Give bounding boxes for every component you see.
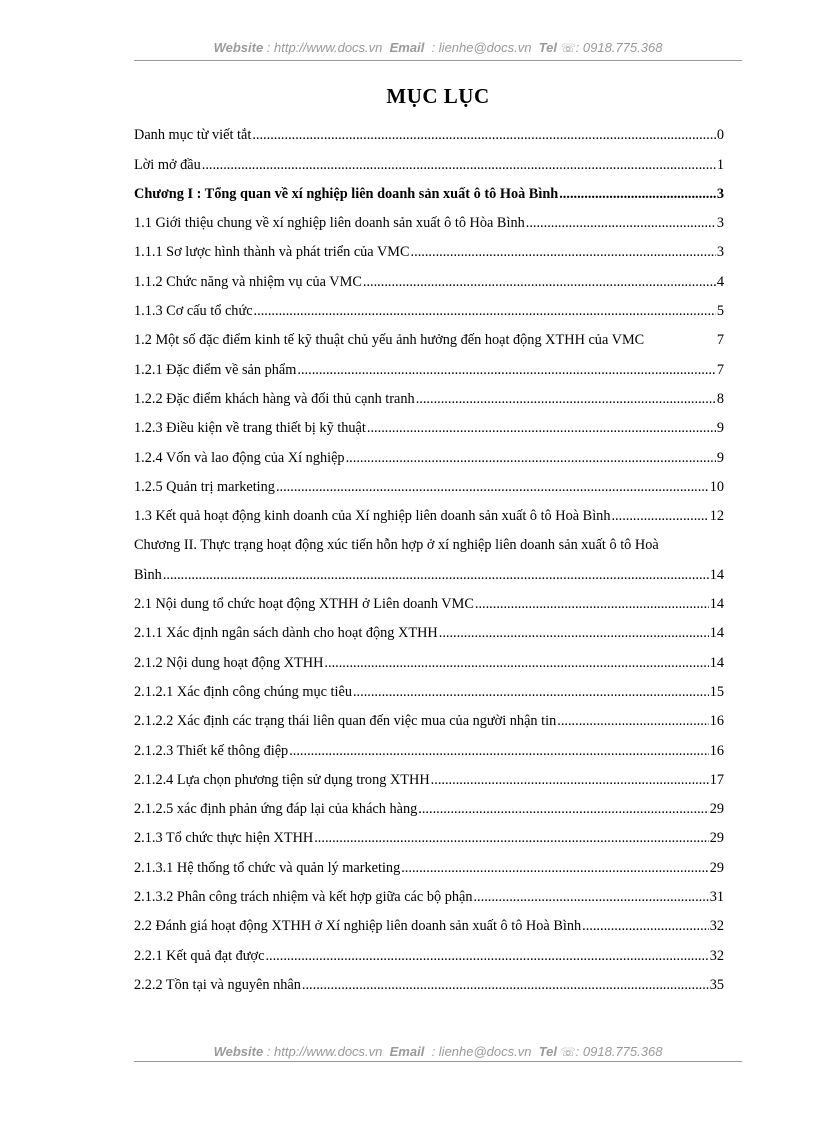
toc-entry-text: 2.1 Nội dung tổ chức hoạt động XTHH ở Liên doanh VMC	[134, 596, 474, 613]
toc-entry	[134, 906, 724, 935]
toc-entry	[134, 232, 724, 261]
toc-page-number: 16	[709, 742, 724, 759]
toc-entry	[134, 291, 724, 320]
toc-leader-dots	[353, 684, 709, 701]
toc-entry	[134, 496, 724, 525]
toc-leader-dots	[302, 977, 709, 994]
toc-entry-text: 2.1.2.1 Xác định công chúng mục tiêu	[134, 683, 352, 700]
toc-entry-text: 1.2.5 Quản trị marketing	[134, 478, 275, 495]
header-website: : http://www.docs.vn	[266, 40, 383, 55]
toc-entry	[134, 935, 724, 964]
footer-website: : http://www.docs.vn	[266, 1044, 383, 1059]
toc-page-number: 32	[709, 918, 724, 935]
toc-page-number: 3	[716, 244, 724, 261]
toc-leader-dots	[418, 801, 708, 818]
toc-page-number: 4	[716, 273, 724, 290]
toc-leader-dots	[431, 772, 709, 789]
header-email: : lienhe@docs.vn	[431, 40, 532, 55]
toc-page-number: 14	[709, 566, 724, 583]
header-tel: : 0918.775.368	[575, 40, 663, 55]
toc-entry-text: Bình	[134, 566, 162, 583]
toc-entry-text: 2.1.2.3 Thiết kế thông điệp	[134, 742, 289, 759]
toc-page-number: 8	[716, 390, 724, 407]
toc-leader-dots	[416, 391, 716, 408]
toc-entry	[134, 965, 724, 994]
toc-page-number: 3	[716, 185, 724, 202]
toc-entry-text: 2.1.3 Tổ chức thực hiện XTHH	[134, 830, 314, 847]
toc-entry-text: 1.1.2 Chức năng và nhiệm vụ của VMC	[134, 273, 362, 290]
header-email-label: Email	[389, 40, 425, 55]
toc-entry-text: 2.1.1 Xác định ngân sách dành cho hoạt động XTHH	[134, 625, 438, 642]
toc-entry	[134, 642, 724, 671]
footer-email-label: Email	[389, 1044, 425, 1059]
toc-entry-text: 1.1 Giới thiệu chung về xí nghiệp liên doanh sản xuất ô tô Hòa Bình	[134, 215, 525, 232]
toc-entry-text: 1.3 Kết quả hoạt động kinh doanh của Xí nghiệp liên doanh sản xuất ô tô Hoà Bình	[134, 508, 611, 525]
toc-entry-text: 2.2 Đánh giá hoạt động XTHH ở Xí nghiệp liên doanh sản xuất ô tô Hoà Bình	[134, 918, 582, 935]
toc-entry-text: 2.1.2 Nội dung hoạt động XTHH	[134, 654, 324, 671]
toc-entry-text: 2.1.2.4 Lựa chọn phương tiện sử dụng trong XTHH	[134, 771, 430, 788]
toc-entry	[134, 115, 724, 144]
toc-page-number: 1	[716, 156, 724, 173]
toc-page-number: 14	[709, 625, 724, 642]
toc-leader-dots	[254, 303, 716, 320]
toc-page-number: 31	[709, 889, 724, 906]
toc-page-number: 14	[709, 654, 724, 671]
toc-page-number: 29	[709, 801, 724, 818]
toc-leader-dots	[252, 127, 716, 144]
page-footer	[134, 1044, 742, 1059]
toc-page-number: 14	[709, 596, 724, 613]
toc-page-number: 29	[709, 830, 724, 847]
toc-entry	[134, 203, 724, 232]
toc-page-number: 12	[709, 508, 724, 525]
toc-entry	[134, 760, 724, 789]
footer-tel: : 0918.775.368	[575, 1044, 663, 1059]
page-header	[134, 40, 742, 55]
page-title: MỤC LỤC	[386, 84, 490, 108]
header-tel-label: Tel	[538, 40, 558, 55]
toc-leader-dots	[475, 596, 709, 613]
header-rule	[134, 60, 742, 61]
toc-entry-text: 1.2.3 Điều kiện về trang thiết bị kỹ thuật	[134, 420, 366, 437]
toc-leader-dots	[276, 479, 709, 496]
toc-entry	[134, 437, 724, 466]
phone-icon: ☏	[560, 41, 576, 55]
toc-entry	[134, 701, 724, 730]
toc-page-number: 29	[709, 859, 724, 876]
toc-entry	[134, 261, 724, 290]
toc-leader-dots	[346, 450, 716, 467]
toc-page-number: 0	[716, 127, 724, 144]
toc-leader-dots	[324, 655, 708, 672]
toc-entry	[134, 525, 724, 554]
toc-page-number: 3	[716, 215, 724, 232]
toc-entry-text: 2.2.2 Tồn tại và nguyên nhân	[134, 976, 301, 993]
toc-entry	[134, 730, 724, 759]
toc-page-number: 32	[709, 947, 724, 964]
toc-leader-dots	[559, 186, 716, 203]
toc-leader-dots	[611, 508, 708, 525]
toc-entry-text: 2.1.3.1 Hệ thống tổ chức và quản lý marketing	[134, 859, 401, 876]
toc-leader-dots	[163, 567, 709, 584]
toc-entry	[134, 408, 724, 437]
toc-entry	[134, 320, 724, 349]
toc-entry	[134, 554, 724, 583]
toc-leader-dots	[265, 948, 708, 965]
toc-leader-dots	[289, 743, 709, 760]
toc-page-number: 9	[716, 449, 724, 466]
toc-page-number: 5	[716, 303, 724, 320]
toc-entry	[134, 144, 724, 173]
toc-page-number: 10	[709, 478, 724, 495]
toc-leader-dots	[473, 889, 708, 906]
header-website-label: Website	[213, 40, 264, 55]
toc-entry-text: 1.2.1 Đặc điểm về sản phẩm	[134, 361, 297, 378]
toc-leader-dots	[557, 713, 708, 730]
toc-entry	[134, 847, 724, 876]
toc-entry	[134, 379, 724, 408]
table-of-contents	[134, 115, 724, 994]
toc-page-number: 7	[716, 361, 724, 378]
toc-entry-text: Danh mục từ viết tắt	[134, 127, 252, 144]
toc-entry-text: 2.2.1 Kết quả đạt được	[134, 947, 265, 964]
toc-entry	[134, 613, 724, 642]
toc-page-number: 35	[709, 976, 724, 993]
toc-entry-text: 1.2.4 Vốn và lao động của Xí nghiệp	[134, 449, 345, 466]
toc-leader-dots	[401, 860, 708, 877]
toc-leader-dots	[526, 215, 716, 232]
footer-rule	[134, 1061, 742, 1062]
toc-entry	[134, 789, 724, 818]
toc-entry	[134, 174, 724, 203]
toc-leader-dots	[363, 274, 716, 291]
toc-entry-text: 1.2 Một số đặc điểm kinh tế kỹ thuật chủ yếu ảnh hưởng đến hoạt động XTHH của VMC	[134, 332, 645, 349]
toc-entry-text: 1.2.2 Đặc điểm khách hàng và đối thủ cạnh tranh	[134, 390, 415, 407]
toc-page-number: 16	[709, 713, 724, 730]
toc-page-number: 15	[709, 683, 724, 700]
toc-entry	[134, 584, 724, 613]
toc-entry	[134, 349, 724, 378]
toc-entry-text: Chương II. Thực trạng hoạt động xúc tiến hỗn hợp ở xí nghiệp liên doanh sản xuất ô tô Hoà	[134, 537, 659, 554]
footer-tel-label: Tel	[538, 1044, 558, 1059]
toc-entry	[134, 467, 724, 496]
toc-entry-text: 1.1.3 Cơ cấu tổ chức	[134, 303, 253, 320]
toc-entry-text: 1.1.1 Sơ lược hình thành và phát triển của VMC	[134, 244, 410, 261]
footer-website-label: Website	[213, 1044, 264, 1059]
phone-icon: ☏	[560, 1045, 576, 1059]
toc-leader-dots	[439, 625, 709, 642]
toc-entry-text: Chương I : Tổng quan về xí nghiệp liên doanh sản xuất ô tô Hoà Bình	[134, 185, 559, 202]
toc-leader-dots	[411, 244, 716, 261]
toc-leader-dots	[367, 420, 716, 437]
toc-entry-text: 2.1.2.2 Xác định các trạng thái liên quan đến việc mua của người nhận tin	[134, 713, 557, 730]
toc-entry	[134, 672, 724, 701]
footer-email: : lienhe@docs.vn	[431, 1044, 532, 1059]
toc-entry-text: 2.1.2.5 xác định phản ứng đáp lại của khách hàng	[134, 801, 418, 818]
toc-entry-text: Lời mở đầu	[134, 156, 201, 173]
toc-page-number: 9	[716, 420, 724, 437]
toc-entry-text: 2.1.3.2 Phân công trách nhiệm và kết hợp giữa các bộ phận	[134, 889, 473, 906]
toc-leader-dots	[202, 157, 716, 174]
toc-leader-dots	[297, 362, 715, 379]
toc-page-number: 7	[716, 332, 724, 349]
toc-entry	[134, 877, 724, 906]
toc-leader-dots	[582, 918, 709, 935]
toc-page-number: 17	[709, 771, 724, 788]
toc-leader-dots	[314, 830, 708, 847]
toc-entry	[134, 818, 724, 847]
